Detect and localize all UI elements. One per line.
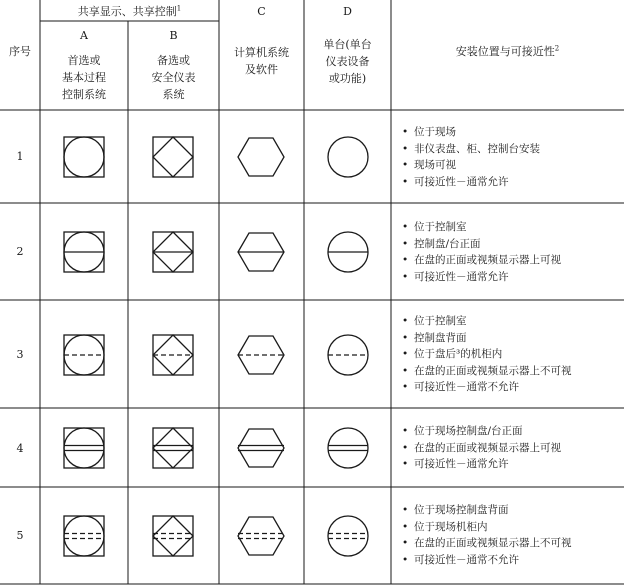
list-item: • 位于盘后³的机柜内	[399, 346, 572, 363]
shared-display-header: 共享显示、共享控制$^1$	[77, 4, 182, 18]
diamond-symbol	[153, 516, 193, 556]
row-number: 4	[16, 442, 24, 455]
list-item: • 在盘的正面或视频显示器上可视	[399, 440, 561, 457]
list-item: • 控制盘/台正面	[399, 236, 561, 253]
list-item: • 可接近性－通常不允许	[399, 552, 572, 569]
list-item: • 位于现场	[399, 124, 540, 141]
hexagon-symbol	[238, 429, 284, 467]
list-item: • 非仪表盘、柜、控制台安装	[399, 141, 540, 158]
circle-symbol	[328, 516, 368, 556]
circle-symbol	[64, 428, 104, 468]
list-item: • 位于现场机柜内	[399, 519, 572, 536]
list-item: • 控制盘背面	[399, 330, 572, 347]
seq-header: 序号	[9, 45, 31, 58]
location-list	[399, 502, 572, 568]
row-number: 2	[16, 245, 24, 258]
col-a-description: 首选或 基本过程 控制系统	[62, 54, 106, 101]
diamond-symbol	[153, 428, 193, 468]
hexagon-symbol	[238, 517, 284, 555]
col-c-description: 计算机系统 及软件	[234, 46, 289, 76]
hexagon-symbol	[238, 336, 284, 374]
location-list	[399, 124, 540, 190]
col-d-letter: D	[343, 5, 352, 18]
square-symbol	[153, 428, 193, 468]
location-list	[399, 313, 572, 396]
circle-symbol	[64, 516, 104, 556]
list-item: • 现场可视	[399, 157, 540, 174]
list-item: • 在盘的正面或视频显示器上可视	[399, 252, 561, 269]
col-a-letter: A	[80, 29, 88, 42]
circle-symbol	[64, 137, 104, 177]
row-number: 3	[16, 348, 24, 361]
location-header: 安装位置与可接近性$^2$	[455, 44, 560, 58]
hexagon-symbol	[238, 138, 284, 176]
list-item: • 位于控制室	[399, 219, 561, 236]
list-item: • 可接近性－通常允许	[399, 174, 540, 191]
list-item: • 在盘的正面或视频显示器上不可视	[399, 363, 572, 380]
list-item: • 位于现场控制盘/台正面	[399, 423, 561, 440]
list-item: • 位于控制室	[399, 313, 572, 330]
circle-symbol	[328, 137, 368, 177]
location-list	[399, 423, 561, 473]
square-symbol	[153, 516, 193, 556]
list-item: • 在盘的正面或视频显示器上不可视	[399, 535, 572, 552]
col-c-letter: C	[257, 5, 266, 18]
list-item: • 可接近性－通常允许	[399, 456, 561, 473]
square-symbol	[153, 137, 193, 177]
col-d-description: 单台(单台 仪表设备 或功能)	[323, 38, 372, 85]
row-number: 5	[16, 529, 24, 542]
list-item: • 可接近性－通常允许	[399, 269, 561, 286]
location-list	[399, 219, 561, 285]
list-item: • 位于现场控制盘背面	[399, 502, 572, 519]
row-number: 1	[16, 150, 24, 163]
col-b-letter: B	[169, 29, 178, 42]
diamond-symbol	[153, 137, 193, 177]
list-item: • 可接近性－通常不允许	[399, 379, 572, 396]
col-b-description: 备选或 安全仪表 系统	[151, 54, 196, 101]
circle-symbol	[328, 428, 368, 468]
